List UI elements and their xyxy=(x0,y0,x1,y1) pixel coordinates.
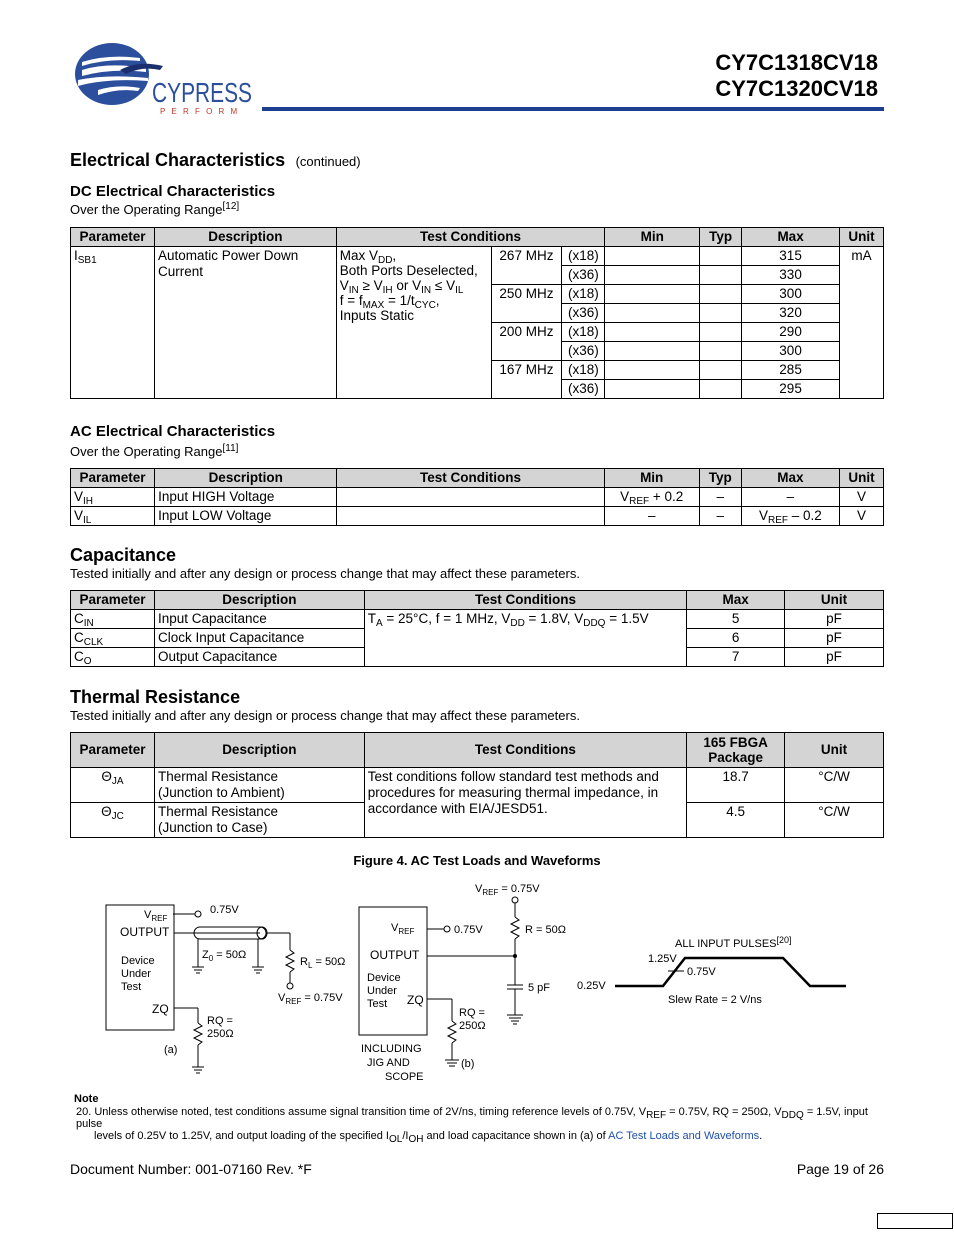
logo-tagline: P E R F O R M xyxy=(160,107,240,116)
svg-text:RQ =: RQ = xyxy=(459,1007,485,1019)
cap-header-row: Parameter Description Test Conditions Max Unit xyxy=(71,591,884,610)
part-number-2: CY7C1320CV18 xyxy=(715,76,878,101)
table-row: $C_{IN}$ Input Capacitance $T_A = 25^\circ C$, f = 1 MHz, $V_{DD} = 1.8V$, $V_{DDQ} = 1.5V$ 5 pF xyxy=(71,610,884,629)
svg-text:Slew Rate = 2 V/ns: Slew Rate = 2 V/ns xyxy=(668,994,762,1006)
svg-text:Z0 = 50Ω: $Z_0 = 50\Omega$ xyxy=(202,949,247,963)
table-row: $I_{SB1}$ Automatic Power Down Current Max $V_{DD}$, Both Ports Deselected, $V_{IN} \ge V_{IH}$ or $V_{IN} \le V_{IL}$ $f = f_{MAX} = 1/t_{CYC}$, Inputs Static 267 MHz (x18) 315 mA xyxy=(71,247,884,266)
svg-text:Under: Under xyxy=(121,968,151,980)
svg-text:Test: Test xyxy=(121,981,142,993)
svg-text:VREF = 0.75V: $V_{REF} = 0.75V$ xyxy=(278,992,343,1006)
svg-text:5 pF: 5 pF xyxy=(528,982,551,994)
dc-param: $I_{SB1}$ xyxy=(71,247,155,399)
figure-b-circuit xyxy=(355,875,566,1087)
svg-text:250Ω: 250Ω xyxy=(207,1028,234,1040)
dc-title: DC Electrical Characteristics xyxy=(70,183,276,200)
capacitance-table xyxy=(70,590,884,667)
table-row: 250 MHz (x18) 300 xyxy=(71,285,884,304)
page-number: Page 19 of 26 xyxy=(796,1161,884,1177)
svg-text:RQ =: RQ = xyxy=(207,1015,233,1027)
svg-text:Test: Test xyxy=(367,998,388,1010)
thermal-header-row: Parameter Description Test Conditions 165 FBGA Package Unit xyxy=(71,733,884,768)
svg-text:OUTPUT: OUTPUT xyxy=(120,925,170,939)
dc-table xyxy=(70,227,884,399)
cap-conditions: $T_A = 25^\circ C$, f = 1 MHz, $V_{DD} = 1.8V$, $V_{DDQ} = 1.5V$ xyxy=(364,610,687,667)
table-row: (x36) 320 xyxy=(71,304,884,323)
thermal-table xyxy=(70,732,884,838)
svg-text:0.75V: 0.75V xyxy=(454,924,483,936)
capacitance-title: Capacitance xyxy=(70,545,177,565)
svg-text:VREF = 0.75V: $V_{REF} = 0.75V$ xyxy=(475,883,540,897)
svg-text:Device: Device xyxy=(367,972,401,984)
ac-table xyxy=(70,468,884,526)
svg-text:OUTPUT: OUTPUT xyxy=(370,948,420,962)
svg-text:VREF: $V_{REF}$ xyxy=(391,922,415,936)
svg-text:ZQ: ZQ xyxy=(407,993,424,1007)
svg-text:INCLUDING: INCLUDING xyxy=(361,1043,422,1055)
capacitance-subtitle: Tested initially and after any design or process change that may affect these parameters. xyxy=(70,566,580,581)
svg-text:R = 50Ω: R = 50Ω xyxy=(525,924,566,936)
header-rule xyxy=(262,107,884,111)
note-20: 20. Unless otherwise noted, test conditions assume signal transition time of 2V/ns, timing reference levels of 0.75V, $V_{REF} = 0.75V$, RQ = 250Ω, $V_{DDQ} = 1.5V$, input pulse levels of 0.25V to 1.25V, and output loading of the specified $I_{OL}/I_{OH}$ and load capacitance shown in (a) of AC Test Loads and Waveforms. xyxy=(76,1106,868,1145)
figure-a-circuit xyxy=(100,875,360,1085)
table-row: $\Theta_{JC}$ Thermal Resistance (Junction to Case) 4.5 °C/W xyxy=(71,803,884,838)
input-pulse-waveform xyxy=(570,925,855,1015)
ac-title: AC Electrical Characteristics xyxy=(70,423,276,440)
dc-subtitle: Over the Operating Range[12] xyxy=(70,201,240,217)
ac-subtitle: Over the Operating Range[11] xyxy=(70,443,239,459)
svg-text:ZQ: ZQ xyxy=(152,1002,169,1016)
dc-header-row: Parameter Description Test Conditions Min Typ Max Unit xyxy=(71,228,884,247)
table-row: (x36) 300 xyxy=(71,342,884,361)
table-row: (x36) 295 xyxy=(71,380,884,399)
svg-text:0.25V: 0.25V xyxy=(577,980,606,992)
feedback-box[interactable] xyxy=(877,1213,953,1229)
svg-text:0.75V: 0.75V xyxy=(210,904,239,916)
svg-text:RL = 50Ω: $R_L = 50\Omega$ xyxy=(300,956,346,970)
dc-description: Automatic Power Down Current xyxy=(154,247,336,399)
svg-text:JIG AND: JIG AND xyxy=(367,1057,410,1069)
svg-text:1.25V: 1.25V xyxy=(648,953,677,965)
svg-text:0.75V: 0.75V xyxy=(687,966,716,978)
svg-text:ALL INPUT PULSES[20]: ALL INPUT PULSES[20] xyxy=(675,935,792,950)
cypress-logo xyxy=(68,40,258,120)
svg-text:(a): (a) xyxy=(164,1044,178,1056)
part-number-1: CY7C1318CV18 xyxy=(715,50,878,75)
svg-text:SCOPE: SCOPE xyxy=(385,1071,424,1083)
document-number: Document Number: 001-07160 Rev. *F xyxy=(70,1161,312,1177)
table-row: $\Theta_{JA}$ Thermal Resistance (Junction to Ambient) Test conditions follow standard test methods and procedures for measuring thermal impedance, in accordance with EIA/JESD51. 18.7 °C/W xyxy=(71,768,884,803)
svg-text:250Ω: 250Ω xyxy=(459,1020,486,1032)
svg-text:Device: Device xyxy=(121,955,155,967)
dc-unit: mA xyxy=(839,247,883,399)
svg-text:(b): (b) xyxy=(461,1058,475,1070)
thermal-subtitle: Tested initially and after any design or process change that may affect these parameters. xyxy=(70,708,580,723)
dc-conditions: Max $V_{DD}$, Both Ports Deselected, $V_{IN} \ge V_{IH}$ or $V_{IN} \le V_{IL}$ $f = f_{MAX} = 1/t_{CYC}$, Inputs Static xyxy=(336,247,491,399)
logo-wordmark: CYPRESS xyxy=(152,77,252,108)
table-row: $C_{CLK}$ Clock Input Capacitance 6 pF xyxy=(71,629,884,648)
table-row: (x36) 330 xyxy=(71,266,884,285)
svg-text:Under: Under xyxy=(367,985,397,997)
section-title: Electrical Characteristics (continued) xyxy=(70,150,361,170)
table-row: $V_{IL}$ Input LOW Voltage – – $V_{REF} - 0.2$ V xyxy=(71,507,884,526)
table-row: $C_O$ Output Capacitance 7 pF xyxy=(71,648,884,667)
table-row: 200 MHz (x18) 290 xyxy=(71,323,884,342)
figure-link[interactable]: AC Test Loads and Waveforms xyxy=(608,1130,760,1142)
ac-header-row: Parameter Description Test Conditions Min Typ Max Unit xyxy=(71,469,884,488)
thermal-conditions: Test conditions follow standard test methods and procedures for measuring thermal impedance, in accordance with EIA/JESD51. xyxy=(364,768,686,838)
note-title: Note xyxy=(74,1093,99,1105)
thermal-title: Thermal Resistance xyxy=(70,687,241,707)
figure-caption: Figure 4. AC Test Loads and Waveforms xyxy=(353,853,601,868)
svg-text:VREF: $V_{REF}$ xyxy=(144,909,168,923)
table-row: $V_{IH}$ Input HIGH Voltage $V_{REF} + 0.2$ – – V xyxy=(71,488,884,507)
table-row: 167 MHz (x18) 285 xyxy=(71,361,884,380)
